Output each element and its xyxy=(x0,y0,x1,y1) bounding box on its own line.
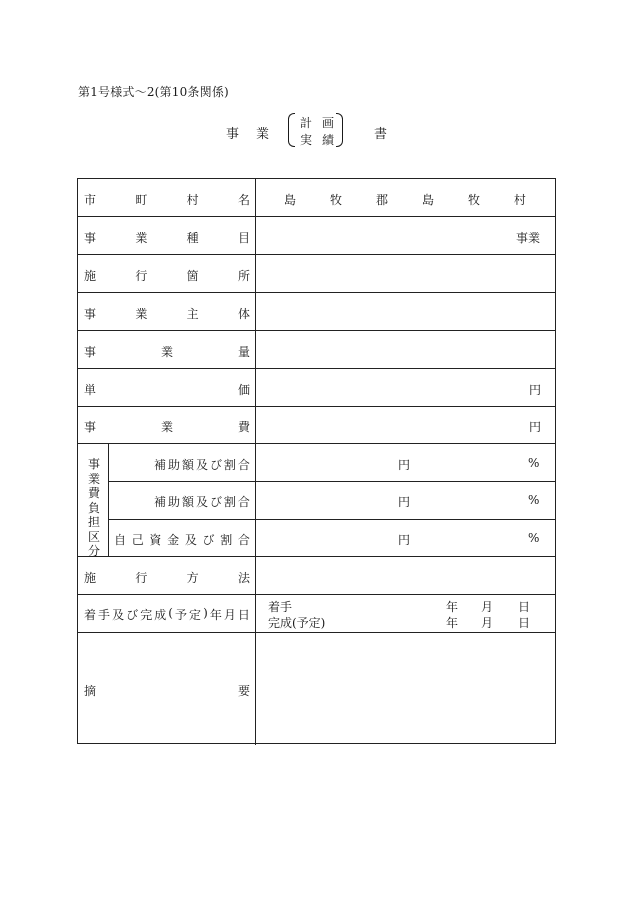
label-own-funds: 自 己 資 金 及 び 割 合 xyxy=(114,533,250,547)
row-divider xyxy=(78,406,555,407)
label-unit-price: 単 価 xyxy=(84,383,250,397)
left-bracket xyxy=(288,113,295,147)
label-subsidy-2: 補 助 額 及 び 割 合 xyxy=(154,495,250,509)
document-title xyxy=(226,113,406,149)
label-method: 施 行 方 法 xyxy=(84,571,250,585)
unit-project: 事業 xyxy=(516,231,541,245)
unit-yen: 円 xyxy=(398,533,411,547)
column-divider xyxy=(108,443,109,556)
date-month: 月 xyxy=(481,616,494,630)
label-dates: 着 手 及 び 完 成 ( 予 定 ) 年 月 日 xyxy=(84,606,250,622)
form-table xyxy=(77,178,556,744)
row-divider xyxy=(78,368,555,369)
row-divider xyxy=(78,216,555,217)
unit-yen: 円 xyxy=(398,495,411,509)
row-divider xyxy=(78,594,555,595)
row-divider xyxy=(78,632,555,633)
row-divider xyxy=(78,443,555,444)
unit-yen: 円 xyxy=(398,458,411,472)
date-month: 月 xyxy=(481,600,494,614)
unit-percent: % xyxy=(528,456,540,470)
label-project-type: 事 業 種 目 xyxy=(84,231,250,245)
label-complete: 完成(予定) xyxy=(268,616,326,630)
label-entity: 事 業 主 体 xyxy=(84,307,250,321)
unit-percent: % xyxy=(528,531,540,545)
date-day: 日 xyxy=(518,600,531,614)
row-divider xyxy=(108,519,555,520)
title-char-2: 業 xyxy=(256,127,270,142)
column-divider xyxy=(255,179,256,745)
unit-yen: 円 xyxy=(529,383,542,397)
title-suffix: 書 xyxy=(374,127,388,142)
label-summary: 摘 要 xyxy=(84,684,250,698)
unit-yen: 円 xyxy=(529,420,542,434)
row-divider xyxy=(78,556,555,557)
label-burden-group: 事業費負担区分 xyxy=(87,457,100,558)
label-subsidy-1: 補 助 額 及 び 割 合 xyxy=(154,458,250,472)
form-number: 第1号様式〜2(第10条関係) xyxy=(78,85,229,99)
unit-percent: % xyxy=(528,493,540,507)
row-divider xyxy=(78,254,555,255)
label-quantity: 事 業 量 xyxy=(84,345,250,359)
row-divider xyxy=(78,330,555,331)
title-char-1: 事 xyxy=(226,127,240,142)
label-municipality: 市 町 村 名 xyxy=(84,193,250,207)
label-cost: 事 業 費 xyxy=(84,420,250,434)
row-divider xyxy=(78,292,555,293)
title-option-plan: 計画 xyxy=(300,116,345,130)
label-start: 着手 xyxy=(268,600,293,614)
date-day: 日 xyxy=(518,616,531,630)
date-year: 年 xyxy=(446,600,459,614)
row-divider xyxy=(108,481,555,482)
value-municipality: 島 牧 郡 島 牧 村 xyxy=(284,193,526,207)
date-year: 年 xyxy=(446,616,459,630)
right-bracket xyxy=(336,113,343,147)
label-location: 施 行 箇 所 xyxy=(84,269,250,283)
title-option-result: 実績 xyxy=(300,133,345,147)
